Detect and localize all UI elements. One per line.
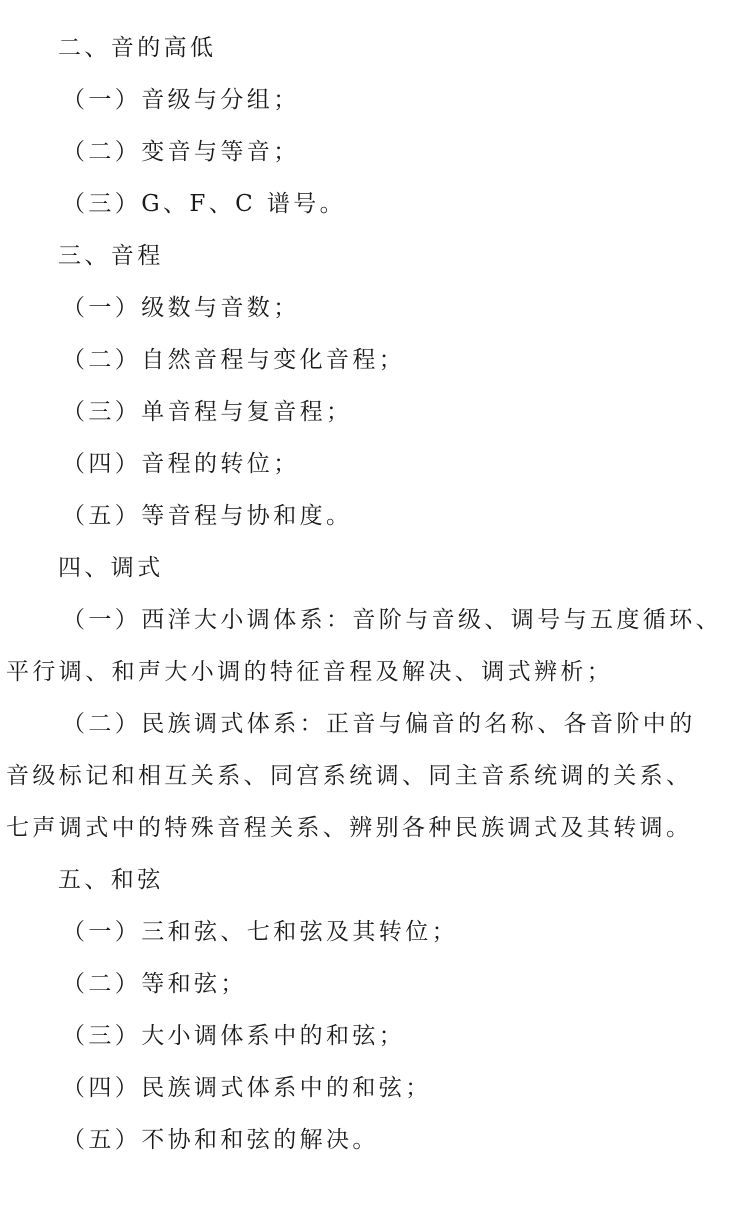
paragraph-line: 平行调、和声大小调的特征音程及解决、调式辨析； [6, 659, 614, 685]
list-item: （二）自然音程与变化音程； [62, 347, 406, 373]
list-item: （三）G、F、C 谱号。 [62, 191, 347, 217]
list-item: （五）等音程与协和度。 [62, 503, 353, 529]
list-item: （四）音程的转位； [62, 451, 300, 477]
section-heading-pitch: 二、音的高低 [58, 35, 217, 61]
section-heading-interval: 三、音程 [58, 243, 164, 269]
list-item: （四）民族调式体系中的和弦； [62, 1075, 432, 1101]
paragraph-line: （一）西洋大小调体系：音阶与音级、调号与五度循环、 [62, 607, 722, 633]
paragraph-line: 七声调式中的特殊音程关系、辨别各种民族调式及其转调。 [6, 815, 693, 841]
list-item: （五）不协和和弦的解决。 [62, 1127, 379, 1153]
section-heading-mode: 四、调式 [58, 555, 164, 581]
list-item: （一）级数与音数； [62, 295, 300, 321]
list-item: （三）单音程与复音程； [62, 399, 353, 425]
list-item: （二）等和弦； [62, 971, 247, 997]
paragraph-line: 音级标记和相互关系、同宫系统调、同主音系统调的关系、 [6, 763, 693, 789]
paragraph-line: （二）民族调式体系：正音与偏音的名称、各音阶中的 [62, 711, 696, 737]
list-item: （一）三和弦、七和弦及其转位； [62, 919, 458, 945]
section-heading-chord: 五、和弦 [58, 867, 164, 893]
list-item: （二）变音与等音； [62, 139, 300, 165]
list-item: （一）音级与分组； [62, 87, 300, 113]
list-item: （三）大小调体系中的和弦； [62, 1023, 406, 1049]
